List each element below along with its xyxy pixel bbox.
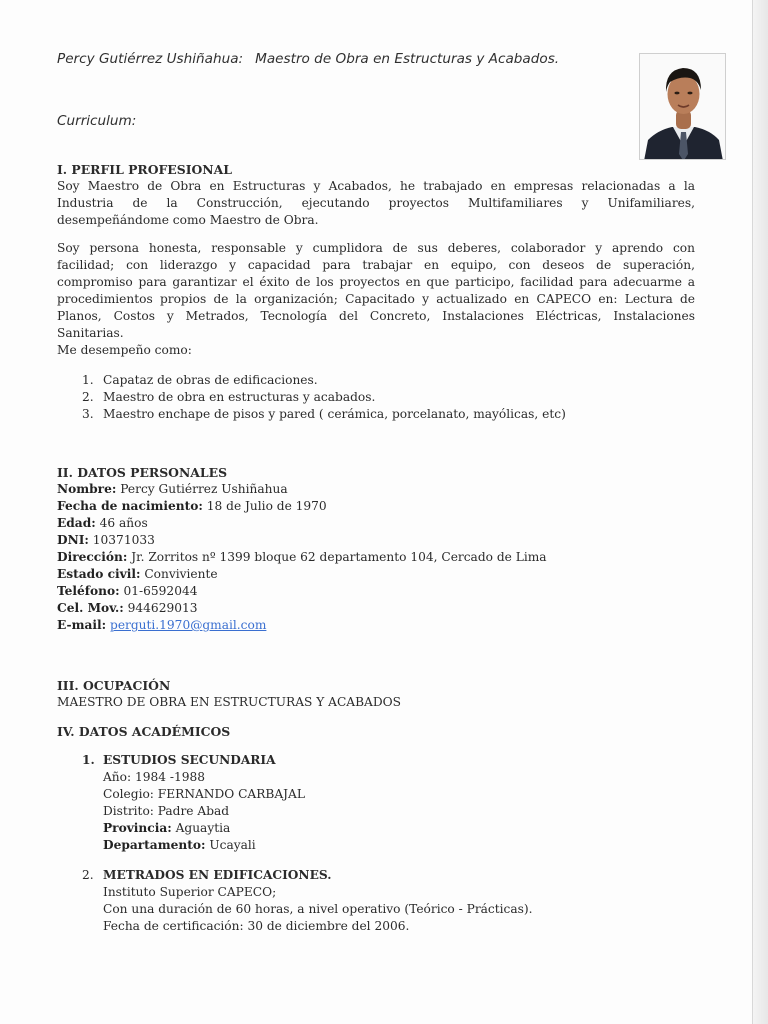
- list-text: Maestro enchape de pisos y pared ( cerámica, porcelanato, mayólicas, etc): [103, 407, 566, 421]
- section-heading-ocupacion: III. OCUPACIÓN: [57, 678, 171, 693]
- field-label: Provincia:: [103, 821, 172, 835]
- list-text: Capataz de obras de edificaciones.: [103, 373, 318, 387]
- data-row-estado-civil: [57, 566, 547, 583]
- entry-title: METRADOS EN EDIFICACIONES.: [103, 868, 332, 882]
- field-label: Edad:: [57, 516, 96, 530]
- field-label: Dirección:: [57, 550, 128, 564]
- roles-list: [57, 372, 566, 423]
- field-label: Nombre:: [57, 482, 117, 496]
- list-number: 1.: [82, 373, 94, 387]
- perfil-p2-line: Planos, Costos y Metrados, Tecnología del Concreto, Instalaciones Eléctricas, Instalaciones: [57, 309, 695, 323]
- email-link[interactable]: perguti.1970@gmail.com: [110, 618, 267, 632]
- perfil-p1-line: desempeñándome como Maestro de Obra.: [57, 213, 319, 227]
- perfil-p2-line: Soy persona honesta, responsable y cumplidora de sus deberes, colaborador y aprendo con: [57, 241, 695, 255]
- education-year: Año: 1984 -1988: [103, 770, 205, 784]
- field-value: Ucayali: [209, 838, 256, 852]
- field-label: Departamento:: [103, 838, 206, 852]
- education-department: [57, 837, 305, 854]
- section-heading-personales: II. DATOS PERSONALES: [57, 465, 228, 480]
- field-value: 10371033: [92, 533, 155, 547]
- perfil-intro: Me desempeño como:: [57, 343, 192, 357]
- field-value: 944629013: [127, 601, 198, 615]
- field-label: Estado civil:: [57, 567, 141, 581]
- education-title: [57, 752, 305, 769]
- field-value: 46 años: [99, 516, 148, 530]
- entry-title: ESTUDIOS SECUNDARIA: [103, 753, 276, 767]
- field-label: DNI:: [57, 533, 89, 547]
- page-edge: [752, 0, 768, 1024]
- list-item: [57, 389, 566, 406]
- field-value: 01-6592044: [123, 584, 198, 598]
- education-duration: Con una duración de 60 horas, a nivel operativo (Teórico - Prácticas).: [103, 902, 533, 916]
- data-row-edad: [57, 515, 547, 532]
- person-name: Percy Gutiérrez Ushiñahua:: [57, 51, 244, 67]
- field-label: Teléfono:: [57, 584, 120, 598]
- education-institute: Instituto Superior CAPECO;: [103, 885, 277, 899]
- education-cert-date: Fecha de certificación: 30 de diciembre del 2006.: [103, 919, 410, 933]
- list-item: [57, 406, 566, 423]
- list-number: 2.: [82, 390, 94, 404]
- perfil-p2-line: Sanitarias.: [57, 326, 124, 340]
- field-value: Jr. Zorritos nº 1399 bloque 62 departamento 104, Cercado de Lima: [131, 550, 547, 564]
- data-row-celular: [57, 600, 547, 617]
- document-header: [57, 51, 559, 67]
- education-entry-1: [57, 752, 305, 854]
- perfil-p2-line: facilidad; con liderazgo y capacidad para trabajar en equipo, con deseos de superación,: [57, 258, 695, 272]
- section-heading-perfil: I. PERFIL PROFESIONAL: [57, 162, 232, 177]
- field-label: Cel. Mov.:: [57, 601, 124, 615]
- field-label: Fecha de nacimiento:: [57, 499, 203, 513]
- field-value: 18 de Julio de 1970: [206, 499, 327, 513]
- education-school: Colegio: FERNANDO CARBAJAL: [103, 787, 305, 801]
- perfil-p1-line: Soy Maestro de Obra en Estructuras y Acabados, he trabajado en empresas relacionadas a la: [57, 179, 695, 193]
- data-row-fecha: [57, 498, 547, 515]
- portrait-icon: [640, 54, 726, 160]
- data-row-nombre: [57, 481, 547, 498]
- data-row-dni: [57, 532, 547, 549]
- list-text: Maestro de obra en estructuras y acabados.: [103, 390, 376, 404]
- perfil-paragraph-1: [57, 178, 695, 229]
- education-title: [57, 867, 533, 884]
- education-province: [57, 820, 305, 837]
- curriculum-label: Curriculum:: [57, 113, 137, 129]
- field-label: E-mail:: [57, 618, 107, 632]
- perfil-p2-line: compromiso para garantizar el éxito de los proyectos en que participo, facilidad para adecuarme a: [57, 275, 695, 289]
- data-row-telefono: [57, 583, 547, 600]
- ocupacion-text: MAESTRO DE OBRA EN ESTRUCTURAS Y ACABADOS: [57, 695, 401, 709]
- field-value: Aguaytia: [175, 821, 231, 835]
- education-district: Distrito: Padre Abad: [103, 804, 230, 818]
- list-number: 3.: [82, 407, 94, 421]
- perfil-p1-line: Industria de la Construcción, ejecutando proyectos Multifamiliares y Unifamiliares,: [57, 196, 695, 210]
- perfil-paragraph-2: [57, 240, 695, 359]
- list-number: 1.: [82, 753, 95, 767]
- education-entry-2: [57, 867, 533, 935]
- job-title: Maestro de Obra en Estructuras y Acabados.: [255, 51, 560, 67]
- field-value: Conviviente: [144, 567, 218, 581]
- section-heading-academicos: IV. DATOS ACADÉMICOS: [57, 724, 231, 739]
- list-number: 2.: [82, 868, 94, 882]
- data-row-direccion: [57, 549, 547, 566]
- perfil-p2-line: procedimientos propios de la organización; Capacitado y actualizado en CAPECO en: Lectura de: [57, 292, 695, 306]
- personal-data-list: [57, 481, 547, 634]
- field-value: Percy Gutiérrez Ushiñahua: [120, 482, 288, 496]
- data-row-email: [57, 617, 547, 634]
- list-item: [57, 372, 566, 389]
- portrait-photo: [639, 53, 726, 160]
